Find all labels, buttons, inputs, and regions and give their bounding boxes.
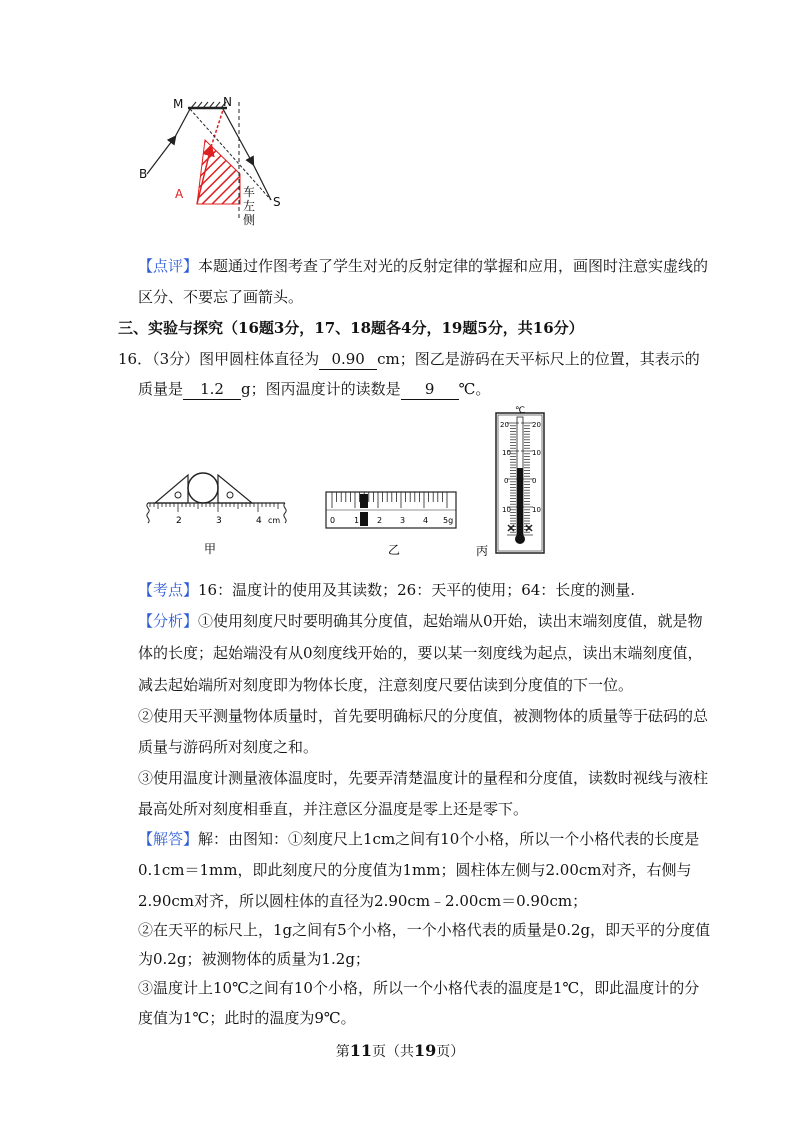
footer-pre: 第 <box>335 1044 350 1060</box>
figure-bing-thermometer <box>474 405 554 560</box>
kaodian-tag: 【考点】 <box>138 581 199 599</box>
footer-post: 页） <box>436 1044 465 1060</box>
question-line-1 <box>118 349 700 370</box>
jia-unit: cm <box>268 516 281 525</box>
fenxi-line-4: ②使用天平测量物体质量时，首先要明确标尺的分度值，被测物体的质量等于砝码的总 <box>138 707 709 725</box>
bing-r-10: 10 <box>532 506 541 514</box>
label-s: S <box>273 195 281 209</box>
bing-l0: 0 <box>504 477 509 485</box>
label-car-1: 车 <box>243 185 256 199</box>
answer-mass: 1.2 <box>183 379 241 400</box>
page-footer <box>0 1041 800 1061</box>
fenxi-line-6: ③使用温度计测量液体温度时，先要弄清楚温度计的量程和分度值，读数时视线与液柱 <box>138 769 709 787</box>
jieda-line-3: 2.90cm对齐，所以圆柱体的直径为2.90cm﹣2.00cm＝0.90cm； <box>138 892 588 910</box>
jieda-text-1: 解：由图知：①刻度尺上1cm之间有10个小格，所以一个小格代表的长度是 <box>198 830 700 848</box>
question-number: 16． <box>118 350 153 368</box>
question-score: （3分） <box>152 350 200 368</box>
question-text-e: ℃。 <box>458 380 491 398</box>
label-a: A <box>175 187 184 201</box>
jieda-line-2: 0.1cm＝1mm，即此刻度尺的分度值为1mm；圆柱体左侧与2.00cm对齐，右侧与 <box>138 861 692 879</box>
comment-line-1 <box>138 256 709 276</box>
fenxi-line-7: 最高处所对刻度相垂直，并注意区分温度是零上还是零下。 <box>138 800 529 818</box>
yi-tick-4: 4 <box>423 516 429 525</box>
question-text-c: 质量是 <box>138 380 184 398</box>
yi-tick-1: 1 <box>354 516 360 525</box>
yi-tick-2: 2 <box>377 516 383 525</box>
footer-mid: 页（共 <box>372 1044 414 1060</box>
jieda-line-6: ③温度计上10℃之间有10个小格，所以一个小格代表的温度是1℃，即此温度计的分 <box>138 979 700 997</box>
fenxi-line-2: 体的长度；起始端没有从0刻度线开始的，要以某一刻度线为起点，读出末端刻度值， <box>138 644 703 662</box>
question-line-2 <box>138 379 698 400</box>
bing-l-10: 10 <box>502 506 511 514</box>
yi-tick-0: 0 <box>330 516 336 525</box>
bing-caption: 丙 <box>476 544 489 558</box>
yi-tick-3: 3 <box>400 516 406 525</box>
bing-r0: 0 <box>532 477 537 485</box>
question-text-b: cm；图乙是游码在天平标尺上的位置，其表示的 <box>377 350 700 368</box>
reflection-diagram <box>135 92 295 232</box>
question-text-d: g；图丙温度计的读数是 <box>241 380 401 398</box>
answer-temp: 9 <box>401 379 459 400</box>
label-m: M <box>173 97 184 111</box>
fenxi-text-1: ①使用刻度尺时要明确其分度值，起始端从0开始，读出末端刻度值，就是物 <box>198 612 703 630</box>
fenxi-line-3: 减去起始端所对刻度即为物体长度，注意刻度尺要估读到分度值的下一位。 <box>138 676 634 694</box>
comment-text-1: 本题通过作图考查了学生对光的反射定律的掌握和应用，画图时注意实虚线的 <box>198 257 709 275</box>
yi-tick-5g: 5g <box>443 516 454 525</box>
footer-page-number: 11 <box>349 1041 372 1060</box>
bing-l20: 20 <box>500 421 509 429</box>
comment-tag: 【点评】 <box>138 257 199 275</box>
fenxi-line-1 <box>138 611 703 631</box>
comment-line-2: 区分、不要忘了画箭头。 <box>138 288 304 306</box>
yi-caption: 乙 <box>388 543 401 557</box>
bing-unit: ℃ <box>515 406 526 416</box>
jieda-line-7: 度值为1℃；此时的温度为9℃。 <box>138 1009 356 1027</box>
bing-r10: 10 <box>532 449 541 457</box>
bing-l10: 10 <box>502 449 511 457</box>
section-title: 三、实验与探究（16题3分，17、18题各4分，19题5分，共16分） <box>118 319 584 337</box>
footer-total-pages: 19 <box>414 1041 437 1060</box>
bing-r20: 20 <box>532 421 541 429</box>
figure-jia-ruler <box>140 465 300 560</box>
jieda-line-1 <box>138 829 698 849</box>
label-car-3: 侧 <box>243 213 256 227</box>
jieda-line-4: ②在天平的标尺上，1g之间有5个小格，一个小格代表的质量是0.2g，即天平的分度值 <box>138 921 711 939</box>
jia-caption: 甲 <box>204 542 217 556</box>
answer-diameter: 0.90 <box>319 349 377 370</box>
kaodian-text: 16：温度计的使用及其读数；26：天平的使用；64：长度的测量. <box>198 581 636 599</box>
kaodian-line <box>138 580 698 600</box>
fenxi-tag: 【分析】 <box>138 612 199 630</box>
label-car-2: 左 <box>243 199 256 213</box>
jia-tick-2: 2 <box>176 516 182 526</box>
figure-yi-scale <box>322 488 462 560</box>
fenxi-line-5: 质量与游码所对刻度之和。 <box>138 738 319 756</box>
question-text-a: 图甲圆柱体直径为 <box>199 350 320 368</box>
jieda-line-5: 为0.2g；被测物体的质量为1.2g； <box>138 950 370 968</box>
label-b: B <box>139 167 148 181</box>
jia-tick-4: 4 <box>256 516 262 526</box>
jia-tick-3: 3 <box>216 516 222 526</box>
label-n: N <box>223 95 232 109</box>
jieda-tag: 【解答】 <box>138 830 199 848</box>
